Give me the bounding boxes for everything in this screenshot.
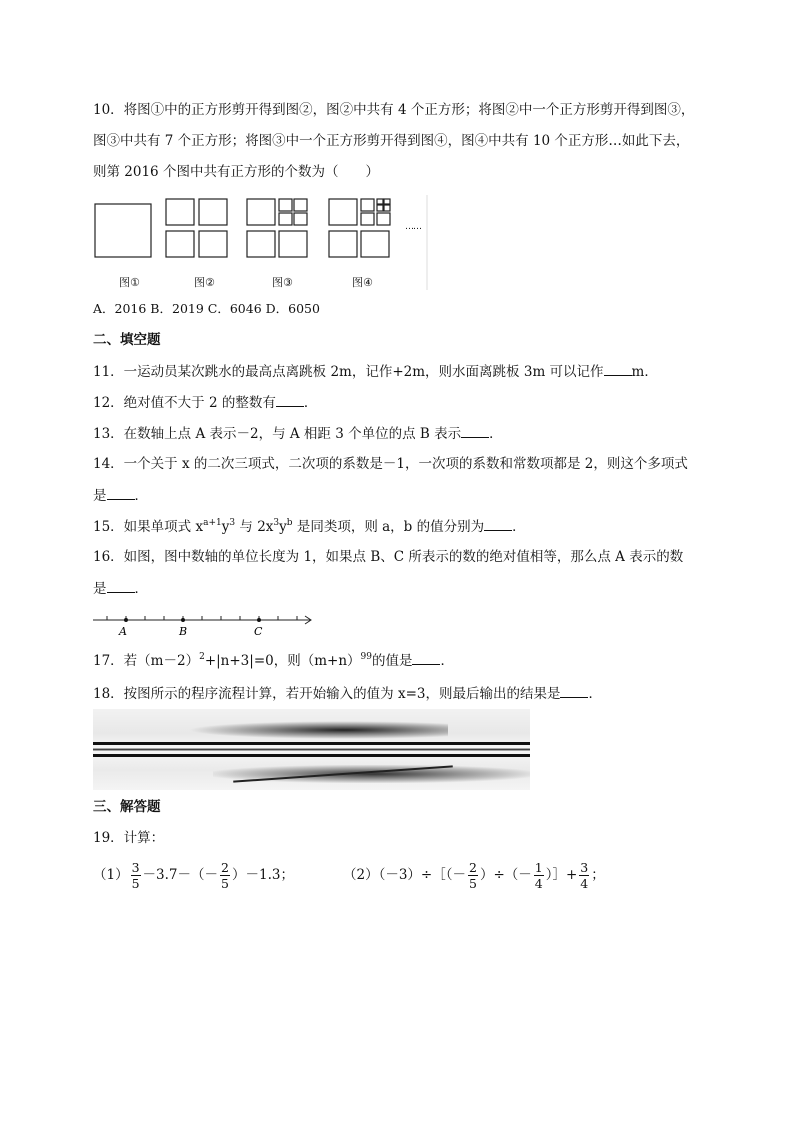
q17-text-3: 的值是 — [371, 653, 413, 669]
q12-text: 12．绝对值不大于 2 的整数有 — [93, 395, 276, 411]
q10-line1: 10．将图①中的正方形剪开得到图②，图②中共有 4 个正方形；将图②中一个正方形剪开得到图③， — [93, 102, 695, 118]
q11-end: m． — [631, 364, 658, 380]
q10-line3: 则第 2016 个图中共有正方形的个数为（ ） — [93, 164, 379, 180]
q14-end: ． — [134, 488, 148, 504]
q17-blank — [412, 651, 440, 665]
q19-part1-mid: －3.7－（－ — [142, 867, 219, 883]
q12 — [93, 393, 317, 412]
q13 — [93, 424, 503, 443]
fraction-denominator: 5 — [221, 876, 229, 891]
q16-line2 — [93, 579, 148, 598]
fig1-label: 图① — [119, 276, 140, 289]
q15-text-3: 与 2x — [235, 519, 274, 535]
fig3-label: 图③ — [272, 276, 293, 289]
q10-line2: 图③中共有 7 个正方形；将图③中一个正方形剪开得到图④，图④中共有 10 个正方形…如此下去， — [93, 133, 690, 149]
q19-part1-end: ）－1.3； — [231, 867, 294, 883]
fraction-denominator: 5 — [469, 876, 477, 891]
fraction — [468, 860, 478, 891]
q11-blank — [604, 362, 632, 376]
q17-text-2: +|n+3|=0，则（m+n） — [204, 653, 361, 669]
point-b-label: B — [179, 625, 188, 638]
q13-blank — [461, 424, 489, 438]
q18-end: ． — [588, 686, 602, 702]
q19-part1 — [93, 857, 294, 893]
fraction-numerator: 3 — [131, 860, 140, 875]
q15-end: ． — [512, 519, 526, 535]
fraction-numerator: 2 — [221, 860, 229, 875]
point-a-label: A — [119, 625, 127, 638]
point-b — [181, 618, 185, 622]
q15-text-4: y — [279, 519, 287, 535]
point-a — [124, 618, 128, 622]
point-c — [257, 618, 261, 622]
q19-part2 — [343, 857, 605, 893]
q15-text-2: y — [221, 519, 230, 535]
q15-exp-3: 3 — [273, 518, 280, 528]
q19-part2-mid2: ）］+ — [545, 867, 578, 883]
q16-line1: 16．如图，图中数轴的单位长度为 1，如果点 B、C 所表示的数的绝对值相等，那么点 A 表示的数 — [93, 549, 684, 565]
fraction-numerator: 1 — [534, 860, 543, 875]
q15-exp-1: a+1 — [203, 518, 222, 528]
q19-title: 19．计算： — [93, 830, 165, 846]
q15-text-5: 是同类项，则 a，b 的值分别为 — [292, 519, 485, 535]
q14-line1: 14．一个关于 x 的二次三项式，二次项的系数是－1，一次项的系数和常数项都是 2，则这个多项式 — [93, 456, 688, 472]
fig4-label: 图④ — [352, 276, 373, 289]
q19-part1-label: （1） — [93, 867, 129, 883]
q17 — [93, 651, 454, 670]
section-fill-in-heading: 二、填空题 — [93, 332, 161, 348]
q13-end: ． — [489, 426, 503, 442]
fraction — [579, 860, 589, 891]
q15-text-1: 15．如果单项式 x — [93, 519, 204, 535]
q10-figure — [93, 195, 433, 290]
q14-start: 是 — [93, 488, 107, 504]
q16-end: ． — [134, 581, 148, 597]
q14-blank — [107, 486, 135, 500]
q12-end: ． — [303, 395, 318, 411]
section-solve-heading: 三、解答题 — [93, 799, 161, 815]
axis-ticks — [107, 616, 297, 620]
q15-exp-4: b — [286, 518, 293, 528]
q10-options: A．2016 B．2019 C．6046 D．6050 — [93, 301, 320, 316]
q19-part2-label: （2）（－3）÷［（－ — [343, 867, 466, 883]
q14-line2 — [93, 486, 148, 505]
continuation-dots: …… — [405, 222, 421, 232]
fraction-numerator: 2 — [469, 860, 477, 875]
fraction-denominator: 4 — [534, 876, 543, 891]
flowchart-image — [93, 709, 530, 790]
fraction-numerator: 3 — [580, 860, 589, 875]
q16-start: 是 — [93, 581, 107, 597]
q12-blank — [276, 393, 304, 407]
q17-text-1: 17．若（m－2） — [93, 653, 200, 669]
q18-text: 18．按图所示的程序流程计算，若开始输入的值为 x=3，则最后输出的结果是 — [93, 686, 561, 702]
fraction-denominator: 5 — [131, 876, 140, 891]
fig2-label: 图② — [194, 276, 215, 289]
q11 — [93, 362, 658, 381]
q17-exp-1: 2 — [199, 652, 205, 662]
q11-text: 11．一运动员某次跳水的最高点离跳板 2m，记作+2m，则水面离跳板 3m 可以记作 — [93, 364, 604, 380]
number-line — [93, 610, 318, 640]
q18-blank — [560, 684, 588, 698]
q15 — [93, 517, 526, 536]
fraction — [534, 860, 544, 891]
point-c-label: C — [254, 625, 263, 638]
q17-end: ． — [440, 653, 454, 669]
fraction — [131, 860, 141, 891]
fraction — [220, 860, 230, 891]
q13-text: 13．在数轴上点 A 表示－2，与 A 相距 3 个单位的点 B 表示 — [93, 426, 462, 442]
q15-blank — [484, 517, 512, 531]
q15-exp-2: 3 — [229, 518, 236, 528]
q19-part2-mid: ）÷（－ — [479, 867, 532, 883]
q18 — [93, 684, 602, 703]
fraction-denominator: 4 — [580, 876, 589, 891]
q17-exp-2: 99 — [360, 652, 372, 662]
q19-part2-end: ； — [591, 867, 605, 883]
q16-blank — [107, 579, 135, 593]
